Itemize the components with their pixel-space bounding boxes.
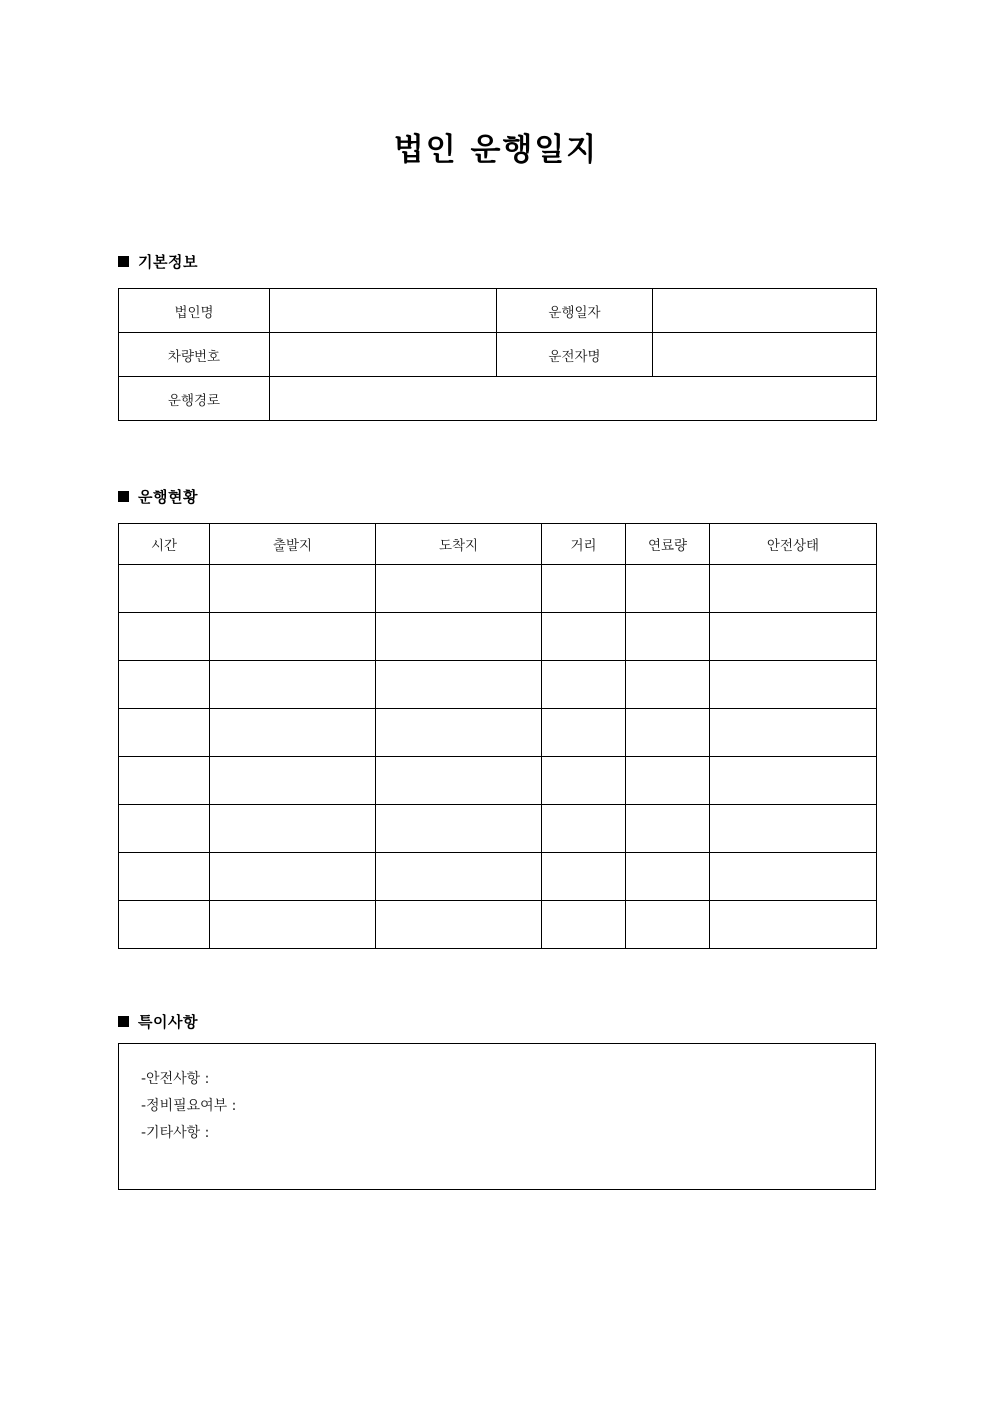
field-route[interactable] <box>270 377 877 421</box>
table-row <box>119 377 877 421</box>
cell-arrival[interactable] <box>376 661 542 709</box>
section-heading-special-notes-label: 특이사항 <box>138 1013 198 1031</box>
cell-departure[interactable] <box>210 757 376 805</box>
cell-fuel[interactable] <box>626 901 710 949</box>
section-heading-driving-status-label: 운행현황 <box>138 488 198 506</box>
cell-arrival[interactable] <box>376 805 542 853</box>
cell-safety-status[interactable] <box>710 757 877 805</box>
table-header-row <box>119 524 877 565</box>
cell-fuel[interactable] <box>626 661 710 709</box>
cell-time[interactable] <box>119 709 210 757</box>
column-header-arrival: 도착지 <box>376 524 542 565</box>
note-line-safety: -안전사항 : <box>141 1071 210 1087</box>
section-heading-driving-status <box>118 486 198 507</box>
label-drive-date: 운행일자 <box>497 289 653 333</box>
table-row <box>119 757 877 805</box>
column-header-time: 시간 <box>119 524 210 565</box>
cell-distance[interactable] <box>542 853 626 901</box>
special-notes-box[interactable] <box>118 1043 876 1190</box>
table-row <box>119 805 877 853</box>
cell-distance[interactable] <box>542 613 626 661</box>
section-heading-special-notes <box>118 1011 198 1032</box>
column-header-fuel: 연료량 <box>626 524 710 565</box>
cell-arrival[interactable] <box>376 853 542 901</box>
label-route: 운행경로 <box>119 377 270 421</box>
cell-distance[interactable] <box>542 757 626 805</box>
section-heading-basic-info <box>118 251 198 272</box>
field-vehicle-number[interactable] <box>270 333 497 377</box>
square-bullet-icon <box>118 1016 129 1027</box>
cell-safety-status[interactable] <box>710 661 877 709</box>
note-line-other: -기타사항 : <box>141 1125 210 1141</box>
cell-arrival[interactable] <box>376 709 542 757</box>
cell-departure[interactable] <box>210 661 376 709</box>
cell-fuel[interactable] <box>626 709 710 757</box>
cell-departure[interactable] <box>210 565 376 613</box>
cell-safety-status[interactable] <box>710 613 877 661</box>
table-row <box>119 565 877 613</box>
cell-fuel[interactable] <box>626 853 710 901</box>
label-vehicle-number: 차량번호 <box>119 333 270 377</box>
column-header-departure: 출발지 <box>210 524 376 565</box>
cell-safety-status[interactable] <box>710 565 877 613</box>
column-header-distance: 거리 <box>542 524 626 565</box>
cell-fuel[interactable] <box>626 805 710 853</box>
cell-distance[interactable] <box>542 661 626 709</box>
table-row <box>119 901 877 949</box>
cell-safety-status[interactable] <box>710 709 877 757</box>
cell-arrival[interactable] <box>376 613 542 661</box>
field-drive-date[interactable] <box>653 289 877 333</box>
section-heading-basic-info-label: 기본정보 <box>138 253 198 271</box>
table-row <box>119 661 877 709</box>
cell-distance[interactable] <box>542 709 626 757</box>
cell-departure[interactable] <box>210 709 376 757</box>
cell-time[interactable] <box>119 805 210 853</box>
cell-safety-status[interactable] <box>710 901 877 949</box>
cell-time[interactable] <box>119 661 210 709</box>
cell-fuel[interactable] <box>626 565 710 613</box>
table-row <box>119 333 877 377</box>
cell-departure[interactable] <box>210 901 376 949</box>
table-row <box>119 709 877 757</box>
driving-status-table <box>118 523 877 949</box>
square-bullet-icon <box>118 491 129 502</box>
square-bullet-icon <box>118 256 129 267</box>
cell-distance[interactable] <box>542 901 626 949</box>
cell-fuel[interactable] <box>626 757 710 805</box>
cell-distance[interactable] <box>542 805 626 853</box>
cell-time[interactable] <box>119 565 210 613</box>
cell-time[interactable] <box>119 853 210 901</box>
cell-arrival[interactable] <box>376 565 542 613</box>
table-row <box>119 613 877 661</box>
cell-departure[interactable] <box>210 853 376 901</box>
label-driver-name: 운전자명 <box>497 333 653 377</box>
cell-arrival[interactable] <box>376 757 542 805</box>
cell-time[interactable] <box>119 757 210 805</box>
table-row <box>119 853 877 901</box>
field-corporation-name[interactable] <box>270 289 497 333</box>
basic-info-table <box>118 288 877 421</box>
column-header-safety-status: 안전상태 <box>710 524 877 565</box>
field-driver-name[interactable] <box>653 333 877 377</box>
page-title: 법인 운행일지 <box>393 132 599 168</box>
cell-departure[interactable] <box>210 805 376 853</box>
cell-safety-status[interactable] <box>710 805 877 853</box>
cell-departure[interactable] <box>210 613 376 661</box>
label-corporation-name: 법인명 <box>119 289 270 333</box>
table-row <box>119 289 877 333</box>
cell-time[interactable] <box>119 613 210 661</box>
cell-safety-status[interactable] <box>710 853 877 901</box>
cell-arrival[interactable] <box>376 901 542 949</box>
cell-fuel[interactable] <box>626 613 710 661</box>
cell-distance[interactable] <box>542 565 626 613</box>
note-line-maintenance-required: -정비필요여부 : <box>141 1098 237 1114</box>
cell-time[interactable] <box>119 901 210 949</box>
